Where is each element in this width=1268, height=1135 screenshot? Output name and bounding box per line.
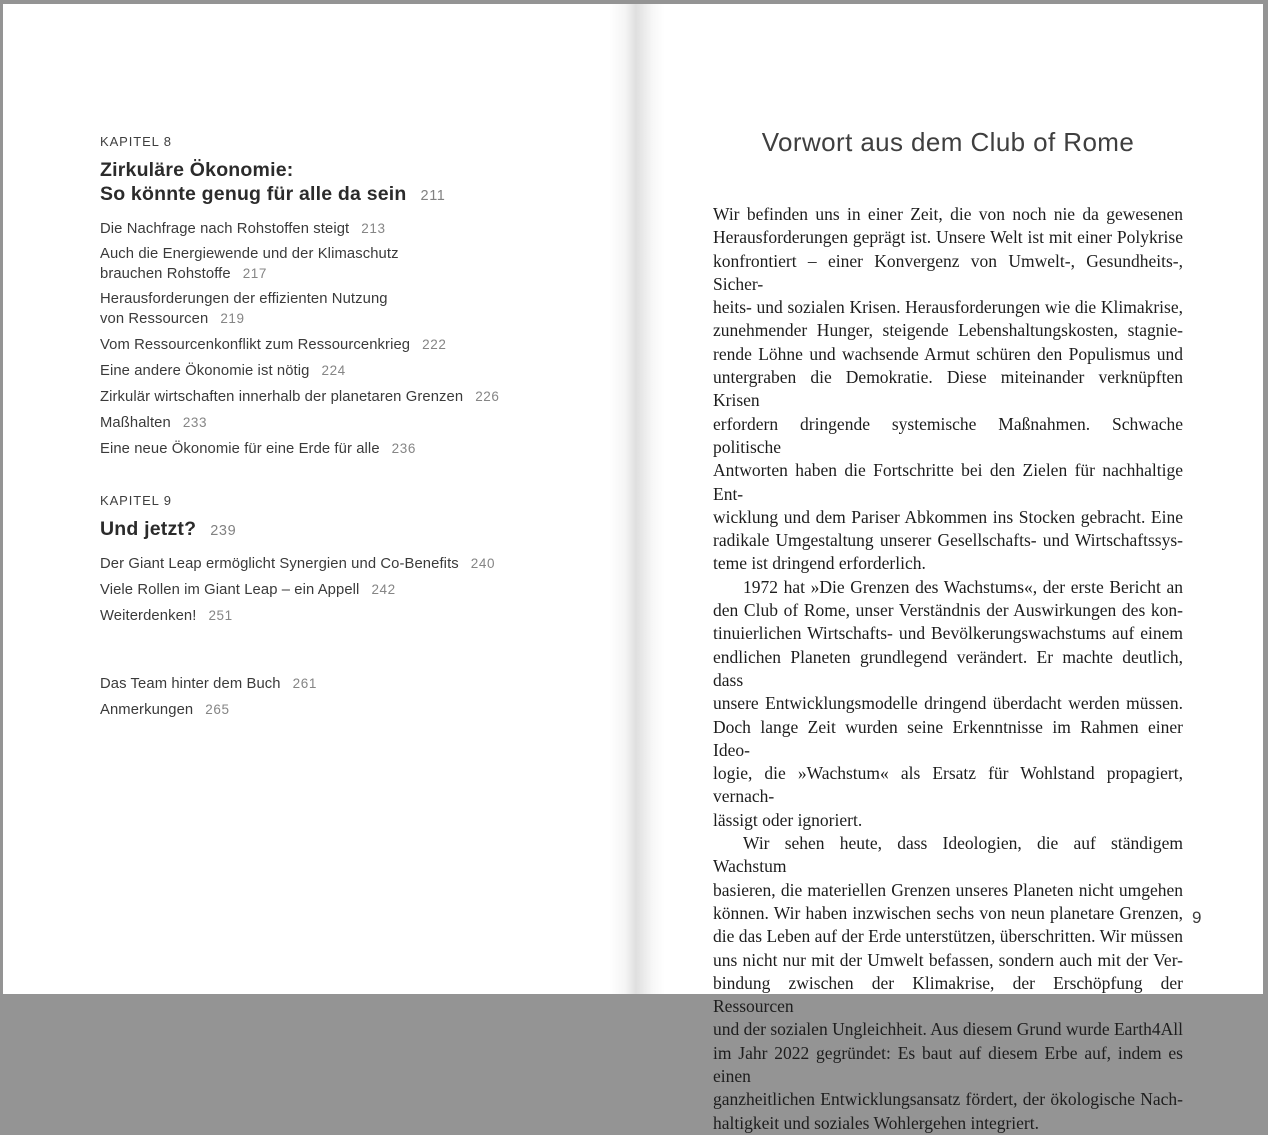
paragraph-line: und der sozialen Ungleichheit. Aus diesem Grund wurde Earth4All [713, 1019, 1183, 1040]
paragraph-line: ganzheitlichen Entwicklungsansatz fördert, der ökologische Nach- [713, 1089, 1183, 1110]
toc-entry-line: Eine neue Ökonomie für eine Erde für alle 236 [100, 441, 416, 457]
entry-page-number: 219 [220, 311, 245, 326]
chapter-title [100, 158, 545, 208]
chapter-page-number: 239 [210, 523, 237, 539]
paragraph-line: uns nicht nur mit der Umwelt befassen, sondern auch mit der Ver- [713, 949, 1183, 970]
toc-section [100, 134, 545, 459]
paragraph-line: konfrontiert – einer Konvergenz von Umwelt-, Gesundheits-, Sicher- [713, 250, 1183, 294]
toc-entry-line: Auch die Energiewende und der Klimaschutz [100, 246, 399, 262]
chapter-kicker: KAPITEL 8 [100, 134, 172, 149]
paragraph-line: heits- und sozialen Krisen. Herausforderungen wie die Klimakrise, [713, 297, 1183, 318]
entry-page-number: 222 [422, 337, 447, 352]
paragraph-line: lässigt oder ignoriert. [713, 809, 863, 830]
entry-page-number: 226 [475, 389, 500, 404]
page-number: 9 [1192, 908, 1202, 927]
toc-entry [100, 219, 545, 239]
toc-entry-line: von Ressourcen 219 [100, 311, 245, 327]
entry-page-number: 224 [321, 363, 346, 378]
toc-entry [100, 580, 545, 600]
toc-section [100, 493, 545, 626]
paragraph-line: bindung zwischen der Klimakrise, der Erschöpfung der Ressourcen [713, 972, 1183, 1017]
entry-page-number: 217 [242, 266, 268, 281]
paragraph-line: logie, die »Wachstum« als Ersatz für Wohlstand propagiert, vernach- [713, 763, 1183, 807]
paragraph-line: basieren, die materiellen Grenzen unseres Planeten nicht umgehen [713, 879, 1183, 900]
paragraph-line: erfordern dringende systemische Maßnahmen. Schwache politische [713, 413, 1183, 457]
toc-entry-line: Weiterdenken! 251 [100, 608, 233, 624]
paragraph-line: im Jahr 2022 gegründet: Es baut auf diesem Erbe auf, indem es einen [713, 1042, 1183, 1086]
chapter-title [100, 517, 545, 543]
chapter-title-line: Und jetzt? 239 [100, 518, 237, 540]
entry-page-number: 236 [391, 441, 416, 456]
paragraph-line: endlichen Planeten grundlegend verändert. Er machte deutlich, dass [713, 646, 1183, 690]
paragraph-line: den Club of Rome, unser Verständnis der Auswirkungen des kon- [713, 600, 1183, 621]
paragraph-line: tinuierlichen Wirtschafts- und Bevölkerungswachstums auf einem [713, 623, 1183, 644]
paragraph-line: die das Leben auf der Erde unterstützen, überschritten. Wir müssen [713, 926, 1183, 947]
paragraph [713, 832, 1183, 1135]
toc-entry [100, 387, 545, 407]
toc-entry [100, 335, 545, 355]
entry-page-number: 233 [182, 415, 208, 430]
paragraph-line: wicklung und dem Pariser Abkommen ins Stocken gebracht. Eine [713, 506, 1183, 527]
paragraph-line: untergraben die Demokratie. Diese miteinander verknüpften Krisen [713, 367, 1183, 411]
entry-page-number: 242 [371, 582, 396, 597]
entry-page-number: 240 [470, 556, 496, 571]
paragraph-line: Wir befinden uns in einer Zeit, die von noch nie da gewesenen [713, 204, 1183, 224]
toc-section [100, 674, 545, 720]
toc-entry [100, 700, 545, 720]
paragraph-line: rende Löhne und wachsende Armut schüren den Populismus und [713, 343, 1183, 364]
toc-entry-line: Die Nachfrage nach Rohstoffen steigt 213 [100, 221, 386, 237]
entry-page-number: 261 [292, 676, 317, 691]
toc-entry-line: Maßhalten 233 [100, 415, 208, 431]
toc-entry [100, 361, 545, 381]
chapter-title-line: So könnte genug für alle da sein 211 [100, 183, 446, 205]
toc-entry [100, 290, 545, 329]
chapter-title-line: Zirkuläre Ökonomie: [100, 159, 294, 181]
page-title: Vorwort aus dem Club of Rome [761, 127, 1135, 157]
toc-entry [100, 413, 545, 433]
entry-page-number: 213 [361, 221, 386, 236]
toc-entry [100, 606, 545, 626]
toc-entry-line: Viele Rollen im Giant Leap – ein Appell 242 [100, 582, 396, 598]
entry-page-number: 251 [208, 608, 233, 623]
toc-entry-line: Das Team hinter dem Buch 261 [100, 676, 317, 692]
paragraph-line: unsere Entwicklungsmodelle dringend überdacht werden müssen. [713, 693, 1183, 714]
toc-entry [100, 245, 545, 284]
book-spine-fold [609, 4, 665, 994]
table-of-contents [100, 134, 545, 726]
paragraph-line: radikale Umgestaltung unserer Gesellschafts- und Wirtschaftssys- [713, 530, 1183, 551]
foreword-body [713, 203, 1183, 1135]
paragraph-line: 1972 hat »Die Grenzen des Wachstums«, der erste Bericht an [743, 576, 1183, 597]
paragraph-line: teme ist dringend erforderlich. [713, 553, 926, 574]
paragraph-line: Herausforderungen geprägt ist. Unsere Welt ist mit einer Polykrise [713, 227, 1183, 248]
chapter-kicker: KAPITEL 9 [100, 493, 172, 508]
toc-entry [100, 674, 545, 694]
paragraph-line: Antworten haben die Fortschritte bei den Zielen für nachhaltige Ent- [713, 460, 1183, 504]
toc-entry-line: Der Giant Leap ermöglicht Synergien und Co-Benefits 240 [100, 556, 496, 572]
paragraph [713, 576, 1183, 832]
entry-page-number: 265 [205, 702, 230, 717]
toc-entry-line: Eine andere Ökonomie ist nötig 224 [100, 363, 346, 379]
paragraph-line: Doch lange Zeit wurden seine Erkenntnisse im Rahmen einer Ideo- [713, 716, 1183, 760]
toc-entry-line: Herausforderungen der effizienten Nutzung [100, 291, 388, 307]
foreword-section [713, 126, 1183, 1135]
paragraph-line: zunehmender Hunger, steigende Lebenshaltungskosten, stagnie- [713, 320, 1183, 341]
toc-entry-line: Zirkulär wirtschaften innerhalb der planetaren Grenzen 226 [100, 389, 500, 405]
paragraph-line: können. Wir haben inzwischen sechs von neun planetare Grenzen, [713, 902, 1183, 923]
toc-entry-line: Vom Ressourcenkonflikt zum Ressourcenkrieg 222 [100, 337, 447, 353]
paragraph [713, 203, 1183, 576]
toc-entry-line: Anmerkungen 265 [100, 702, 230, 718]
paragraph-line: haltigkeit und soziales Wohlergehen integriert. [713, 1112, 1039, 1133]
chapter-page-number: 211 [420, 188, 446, 204]
toc-entry [100, 554, 545, 574]
book-spread [3, 4, 1263, 1133]
toc-entry [100, 439, 545, 459]
toc-entry-line: brauchen Rohstoffe 217 [100, 266, 268, 282]
paragraph-line: Wir sehen heute, dass Ideologien, die auf ständigem Wachstum [713, 833, 1183, 877]
